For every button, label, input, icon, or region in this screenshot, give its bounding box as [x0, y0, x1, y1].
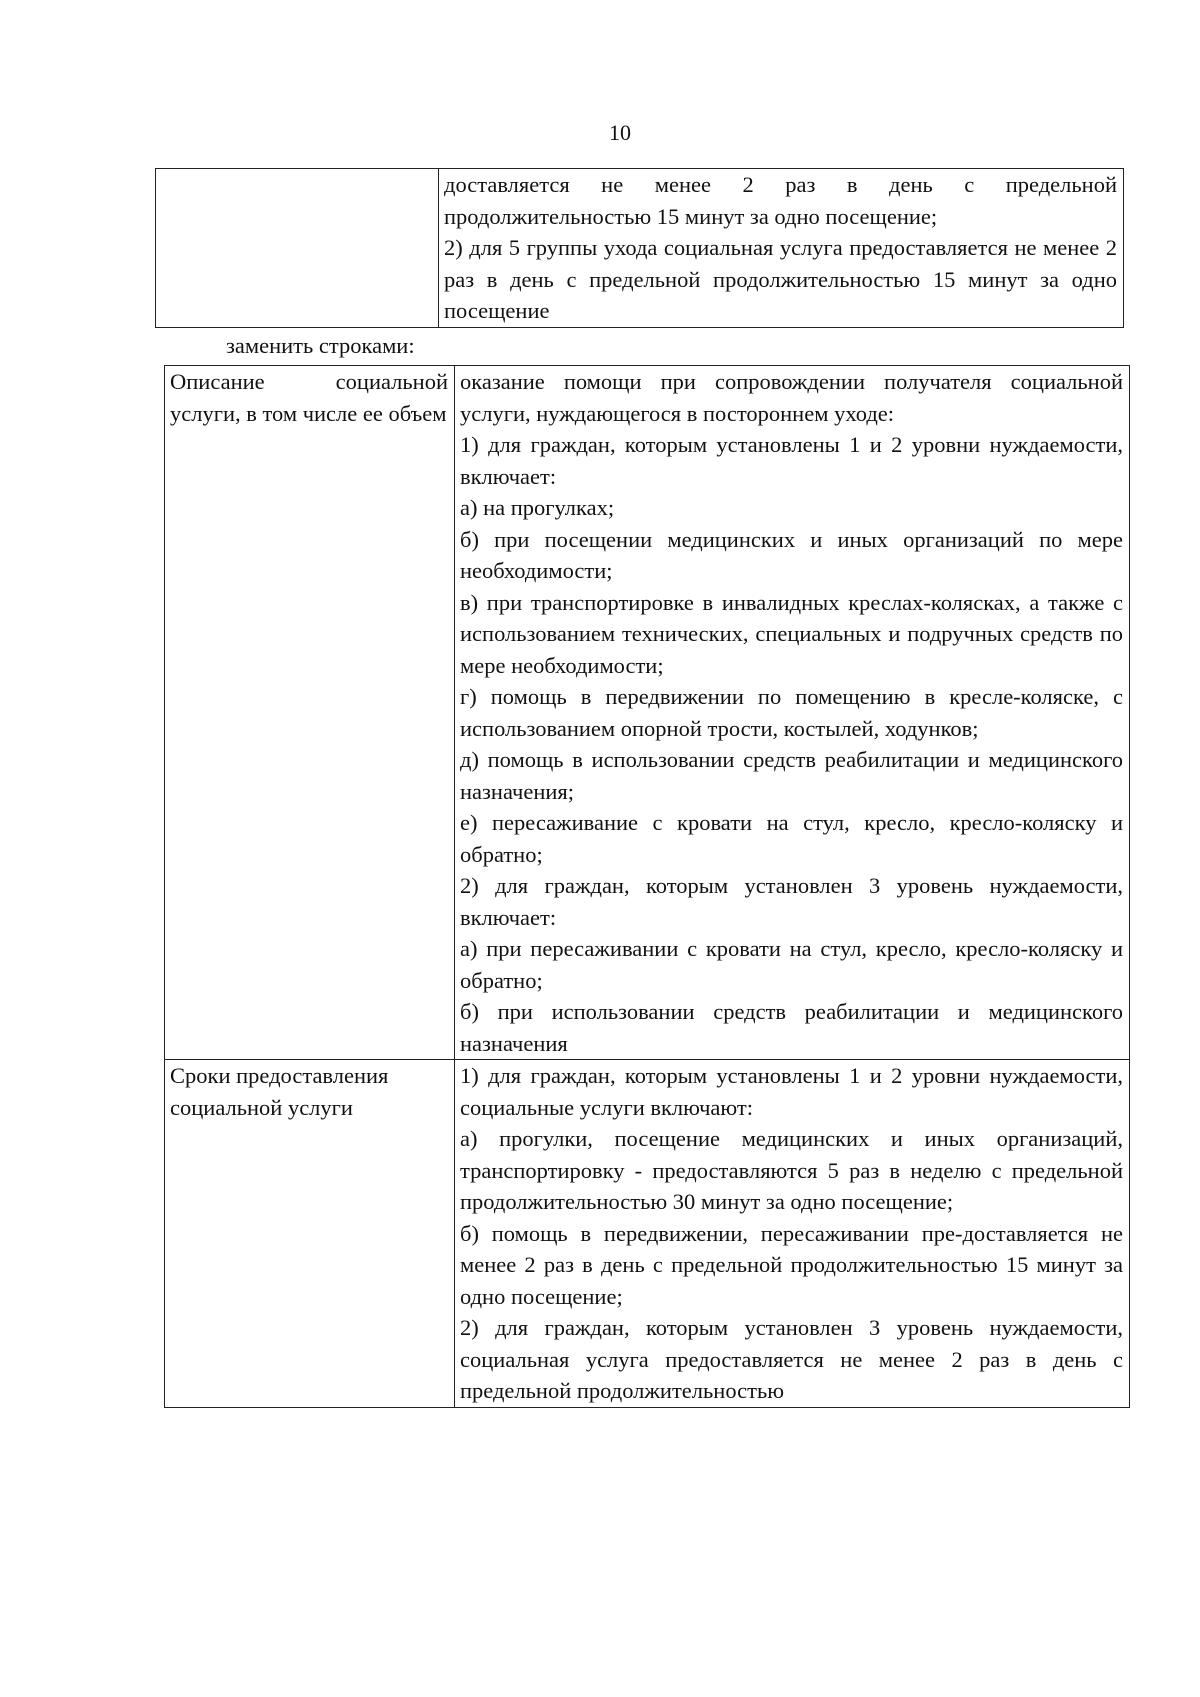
terms-item-4: 2) для граждан, которым установлен 3 уровень нуждаемости, социальная услуга предоставляется не менее 2 раз в день с предельной продолжительностью	[460, 1315, 1123, 1403]
previous-left-cell	[156, 169, 439, 328]
previous-line-1: доставляется не менее 2 раз в день с предельной продолжительностью 15 минут за одно посещение;	[444, 172, 1117, 229]
description-item-2: 1) для граждан, которым установлены 1 и 2 уровни нуждаемости, включает:	[460, 432, 1123, 489]
new-table	[164, 365, 1130, 1408]
table-row-terms	[165, 1060, 1130, 1408]
replace-label: заменить строками:	[226, 333, 415, 358]
description-item-9: 2) для граждан, которым установлен 3 уровень нуждаемости, включает:	[460, 873, 1123, 930]
description-item-4: б) при посещении медицинских и иных организаций по мере необходимости;	[460, 526, 1123, 583]
terms-item-1: 1) для граждан, которым установлены 1 и 2 уровни нуждаемости, социальные услуги включают:	[460, 1063, 1123, 1120]
row-content-terms	[455, 1060, 1130, 1408]
previous-table	[155, 168, 1124, 328]
description-item-6: г) помощь в передвижении по помещению в кресле-коляске, с использованием опорной трости, костылей, ходунков;	[460, 684, 1123, 741]
row-label-terms: Сроки предоставления социальной услуги	[165, 1060, 455, 1408]
page-number: 10	[609, 120, 631, 145]
terms-item-3: б) помощь в передвижении, пересаживании пре-доставляется не менее 2 раз в день с предельной продолжительностью 15 минут за одно посещение;	[460, 1220, 1123, 1309]
description-item-1: оказание помощи при сопровождении получателя социальной услуги, нуждающегося в постороннем уходе:	[460, 369, 1123, 426]
previous-right-cell	[439, 169, 1124, 328]
description-item-5: в) при транспортировке в инвалидных креслах-колясках, а также с использованием технических, специальных и подручных средств по мере необходимости;	[460, 589, 1123, 678]
table-row-description	[165, 366, 1130, 1060]
previous-table-row	[156, 169, 1124, 328]
row-content-description	[455, 366, 1130, 1060]
description-item-8: е) пересаживание с кровати на стул, кресло, кресло-коляску и обратно;	[460, 810, 1123, 867]
previous-line-2: 2) для 5 группы ухода социальная услуга предоставляется не менее 2 раз в день с предельной продолжительностью 15 минут за одно посещение	[444, 235, 1117, 323]
description-item-3: а) на прогулках;	[460, 495, 615, 520]
description-item-10: а) при пересаживании с кровати на стул, кресло, кресло-коляску и обратно;	[460, 936, 1123, 993]
terms-item-2: а) прогулки, посещение медицинских и иных организаций, транспортировку - предоставляются 5 раз в неделю с предельной продолжительностью 30 минут за одно посещение;	[460, 1126, 1123, 1214]
row-label-description: Описание социальной услуги, в том числе ее объем	[165, 366, 455, 1060]
description-item-11: б) при использовании средств реабилитации и медицинского назначения	[460, 999, 1123, 1056]
description-item-7: д) помощь в использовании средств реабилитации и медицинского назначения;	[460, 747, 1123, 804]
